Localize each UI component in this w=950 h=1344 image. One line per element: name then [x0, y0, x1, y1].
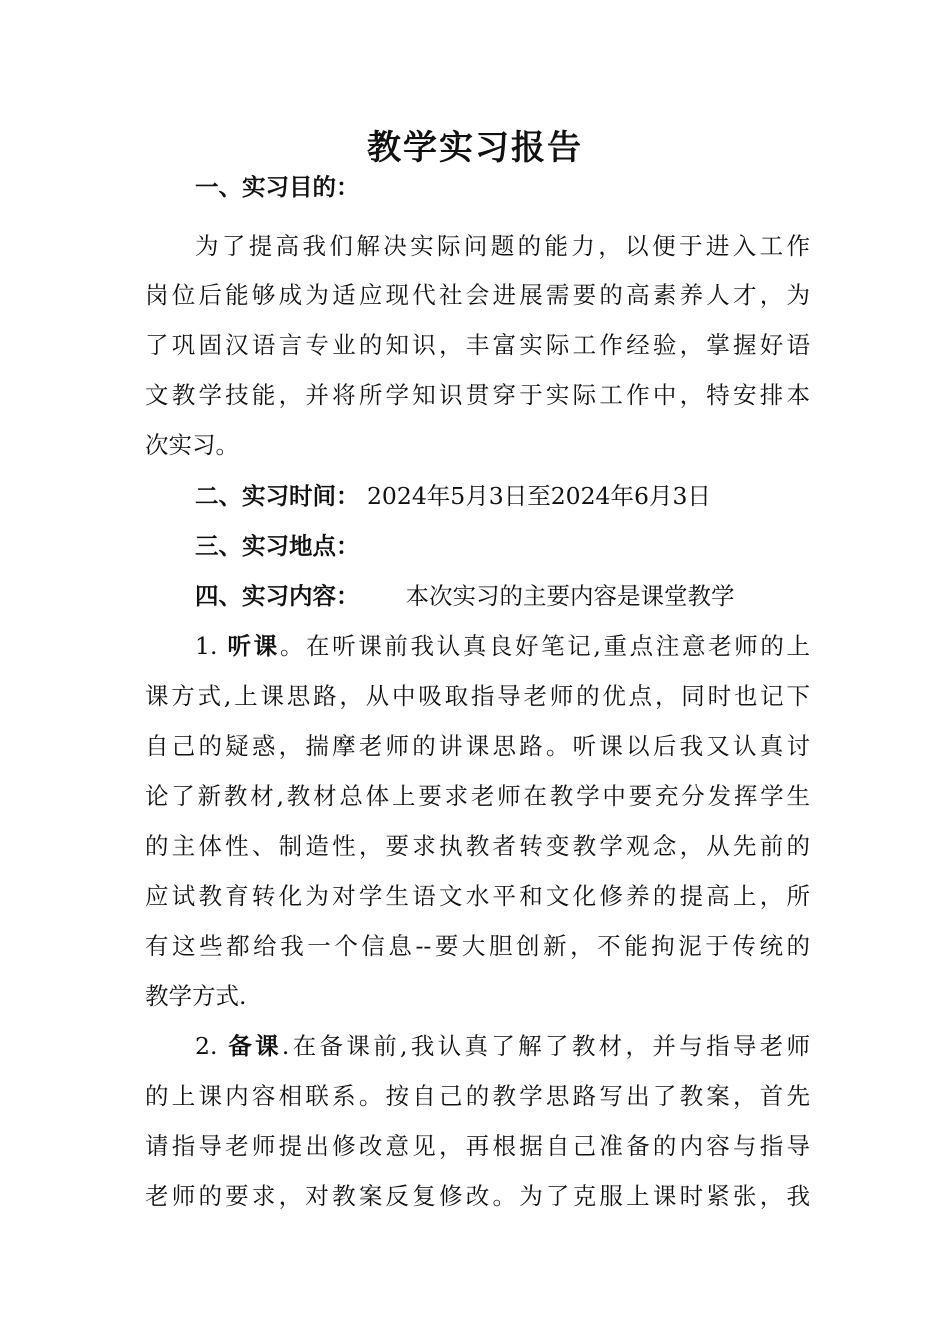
section1-heading: 一、实习目的：: [195, 173, 360, 201]
item1-number: 1.: [195, 632, 218, 660]
section1-line: 岗位后能够成为适应现代社会进展需要的高素养人才，为: [145, 281, 810, 309]
section1-line: 次实习。: [145, 431, 239, 459]
item1-line: 。在听课前我认真良好笔记,重点注意老师的上: [279, 632, 810, 660]
item1-line: 自己的疑惑，揣摩老师的讲课思路。听课以后我又认真讨: [145, 732, 810, 760]
item1-line: 论了新教材,教材总体上要求老师在教学中要充分发挥学生: [145, 782, 810, 810]
section4-value: 本次实习的主要内容是课堂教学: [405, 582, 735, 610]
item1-line: 教学方式.: [145, 982, 247, 1010]
section4-heading: 四、实习内容：: [195, 582, 360, 610]
item2-line: 老师的要求，对教案反复修改。为了克服上课时紧张，我: [145, 1182, 810, 1210]
item2-number: 2.: [195, 1032, 218, 1060]
item2-first-line: [145, 1022, 810, 1070]
section2-value: 2024年5月3日至2024年6月3日: [366, 482, 711, 510]
section2-row: [145, 472, 810, 520]
item1-label: 听课: [227, 632, 280, 660]
section1-line: 为了提高我们解决实际问题的能力，以便于进入工作: [195, 232, 810, 260]
item1-line: 应试教育转化为对学生语文水平和文化修养的提高上，所: [145, 882, 810, 910]
item2-line: 的上课内容相联系。按自己的教学思路写出了教案，首先: [145, 1082, 810, 1110]
item1-line: 的主体性、制造性，要求执教者转变教学观念，从先前的: [145, 832, 810, 860]
item1-line: 课方式,上课思路，从中吸取指导老师的优点，同时也记下: [145, 682, 810, 710]
section1-line: 了巩固汉语言专业的知识，丰富实际工作经验，掌握好语: [145, 331, 810, 359]
section1-line: 文教学技能，并将所学知识贯穿于实际工作中，特安排本: [145, 381, 810, 409]
item2-label: 备课: [228, 1032, 282, 1060]
item1-first-line: [145, 622, 810, 670]
section2-heading: 二、实习时间：: [195, 482, 360, 510]
item2-line: .在备课前,我认真了解了教材，并与指导老师: [281, 1032, 810, 1060]
document-title: 教学实习报告: [367, 128, 583, 168]
item1-line: 有这些都给我一个信息--要大胆创新，不能拘泥于传统的: [145, 932, 810, 960]
item2-line: 请指导老师提出修改意见，再根据自己准备的内容与指导: [145, 1132, 810, 1160]
section4-row: [145, 572, 810, 620]
section3-heading: 三、实习地点：: [195, 532, 360, 560]
